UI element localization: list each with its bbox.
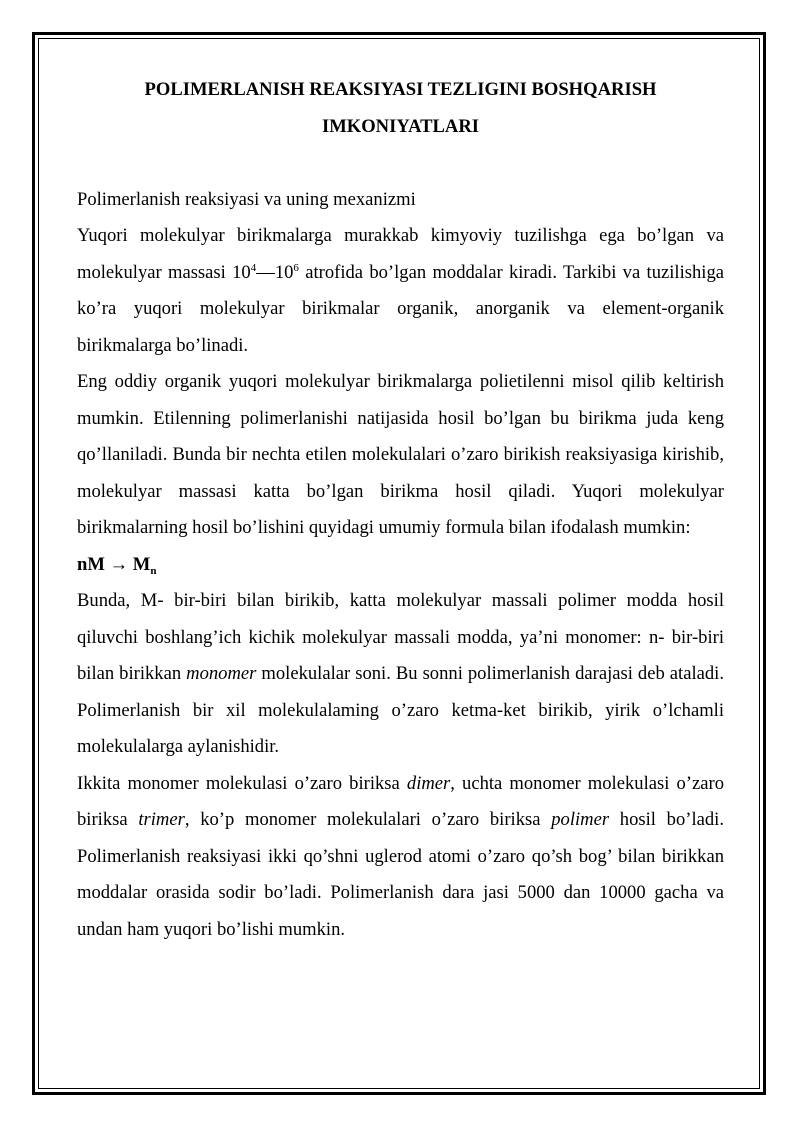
- paragraph-1-text-a: Yuqori molekulyar birikmalarga murakkab kimyoviy tuzilishga ega bo’lgan va molekulyar massasi 10: [77, 225, 724, 283]
- formula-subscript: n: [150, 564, 157, 577]
- paragraph-3-text-b: molekulalar soni. Bu sonni polimerlanish darajasi deb ataladi. Polimerlanish bir xil molekulalaming o’zaro ketma-ket birikib, yirik o’lchamli molekulalarga aylanishidir.: [77, 663, 724, 757]
- term-monomer: monomer: [186, 663, 257, 684]
- term-trimer: trimer: [138, 809, 185, 830]
- paragraph-4-text-b: , uchta monomer molekulasi o’zaro biriksa: [77, 772, 724, 830]
- paragraph-4-text-d: hosil bo’ladi. Polimerlanish reaksiyasi ikki qo’shni uglerod atomi o’zaro qo’sh bog’ bilan birikkan moddalar orasida sodir bo’ladi. Polimerlanish dara jasi 5000 dan 10000 gacha va undan ham yuqori bo’lishi mumkin.: [77, 809, 724, 940]
- document-body: [77, 72, 724, 948]
- paragraph-1-dash: —10: [256, 261, 294, 283]
- title-line-1: POLIMERLANISH REAKSIYASI TEZLIGINI BOSHQARISH: [144, 79, 657, 100]
- paragraph-3-text-a: Bunda, M- bir-biri bilan birikib, katta molekulyar massali polimer modda hosil qiluvchi boshlang’ich kichik molekulyar massali modda, ya’ni monomer: n- bir-biri bilan birikkan: [77, 590, 724, 684]
- spacer: [77, 145, 724, 182]
- paragraph-3: [77, 583, 724, 766]
- paragraph-4-text-a: Ikkita monomer molekulasi o’zaro biriksa: [77, 772, 407, 794]
- paragraph-4: [77, 766, 724, 949]
- paragraph-4-text-c: , ko’p monomer molekulalari o’zaro biriksa: [184, 809, 552, 830]
- term-dimer: dimer: [406, 772, 451, 794]
- paragraph-2: Eng oddiy organik yuqori molekulyar birikmalarga polietilenni misol qilib keltirish mumkin. Etilenning polimerlanishi natijasida hosil bo’lgan bu birikma juda keng qo’llaniladi. Bunda bir nechta etilen molekulalari o’zaro birikish reaksiyasiga kirishib, molekulyar massasi katta bo’lgan birikma hosil qiladi. Yuqori molekulyar birikmalarning hosil bo’lishini quyidagi umumiy formula bilan ifodalash mumkin:: [77, 371, 724, 538]
- term-polimer: polimer: [551, 809, 610, 830]
- paragraph-1: [77, 218, 724, 364]
- polymerization-formula: [77, 547, 724, 584]
- title-line-2: IMKONIYATLARI: [321, 115, 480, 137]
- exponent-1: 4: [250, 261, 257, 274]
- paragraph-1-text-b: atrofida bo’lgan moddalar kiradi. Tarkibi va tuzilishiga ko’ra yuqori molekulyar birikmalar organik, anorganik va element-organik birikmalarga bo’linadi.: [77, 261, 724, 356]
- exponent-2: 6: [293, 261, 299, 274]
- section-subheading: Polimerlanish reaksiyasi va uning mexanizmi: [77, 188, 416, 210]
- document-title: [77, 72, 724, 145]
- formula-main: nM → M: [77, 553, 151, 575]
